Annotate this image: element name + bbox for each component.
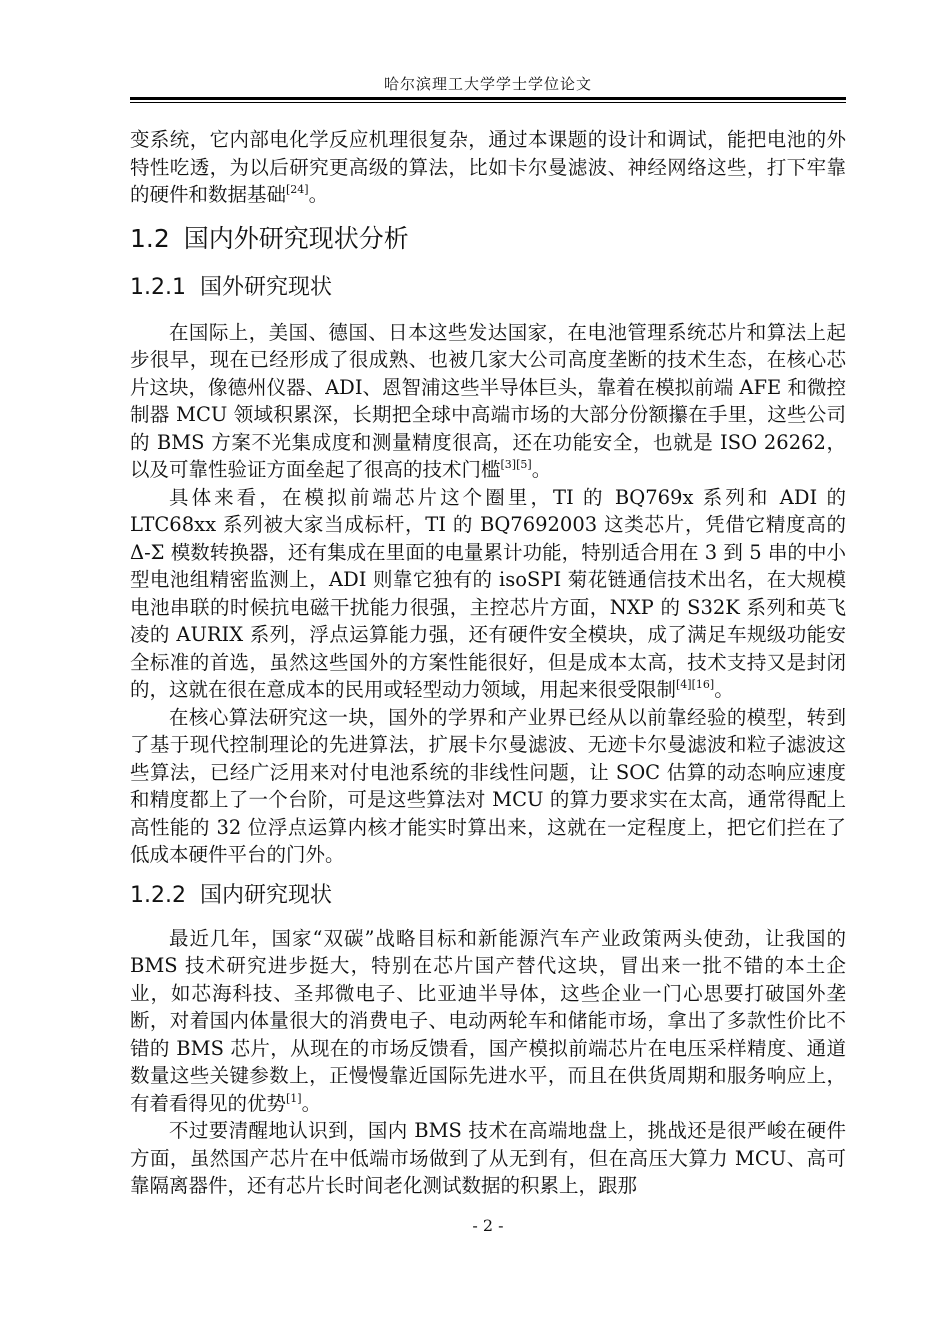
header-rule-thick bbox=[130, 97, 846, 100]
paragraph-domestic-overview: 最近几年，国家“双碳”战略目标和新能源汽车产业政策两头使劲，让我国的 BMS 技术研究进步挺大，特别在芯片国产替代这块，冒出来一批不错的本土企业，如芯海科技、圣邦微电子、比亚迪半导体，这些企业一门心思要打破国外垄断，对着国内体量很大的消费电子、电动两轮车和储能市场，拿出了多款性价比不错的 BMS 芯片，从现在的市场反馈看，国产模拟前端芯片在电压采样精度、通道数量这些关键参数上，正慢慢靠近国际先进水平，而且在供货周期和服务响应上，有着看得见的优势[1]。 bbox=[130, 926, 846, 1115]
paragraph-chips: 具体来看，在模拟前端芯片这个圈里，TI 的 BQ769x 系列和 ADI 的 LTC68xx 系列被大家当成标杆，TI 的 BQ7692003 这类芯片，凭借它精度高的 Δ-Σ 模数转换器，还有集成在里面的电量累计功能，特别适合用在 3 到 5 串的中小型电池组精密监测上，ADI 则靠它独有的 isoSPI 菊花链通信技术出名，在大规模电池串联的时候抗电磁干扰能力很强，主控芯片方面，NXP 的 S32K 系列和英飞凌的 AURIX 系列，浮点运算能力强，还有硬件安全模块，成了满足车规级功能安全标准的首选，虽然这些国外的方案性能很好，但是成本太高，技术支持又是封闭的，这就在很在意成本的民用或轻型动力领域，用起来很受限制[4][16]。 bbox=[130, 485, 846, 701]
running-header: 哈尔滨理工大学学士学位论文 bbox=[383, 75, 592, 93]
section-heading-1-2: 1.2 国内外研究现状分析 bbox=[130, 223, 409, 253]
header-rule-thin bbox=[130, 102, 846, 103]
subsection-heading-1-2-2: 1.2.2 国内研究现状 bbox=[130, 882, 332, 908]
page-body bbox=[130, 126, 846, 1200]
paragraph-domestic-challenges: 不过要清醒地认识到，国内 BMS 技术在高端地盘上，挑战还是很严峻在硬件方面，虽然国产芯片在中低端市场做到了从无到有，但在高压大算力 MCU、高可靠隔离器件，还有芯片长时间老化测试数据的积累上，跟那 bbox=[130, 1119, 846, 1197]
page-number: - 2 - bbox=[472, 1216, 504, 1235]
citation[interactable]: [4][16] bbox=[676, 678, 715, 691]
subsection-heading-1-2-1: 1.2.1 国外研究现状 bbox=[130, 274, 332, 300]
paragraph-algorithms: 在核心算法研究这一块，国外的学界和产业界已经从以前靠经验的模型，转到了基于现代控制理论的先进算法，扩展卡尔曼滤波、无迹卡尔曼滤波和粒子滤波这些算法，已经广泛用来对付电池系统的非线性问题，让 SOC 估算的动态响应速度和精度都上了一个台阶，可是这些算法对 MCU 的算力要求实在太高，通常得配上高性能的 32 位浮点运算内核才能实时算出来，这就在一定程度上，把它们拦在了低成本硬件平台的门外。 bbox=[130, 705, 846, 866]
citation[interactable]: [24] bbox=[286, 183, 309, 196]
paragraph-continued: 变系统，它内部电化学反应机理很复杂，通过本课题的设计和调试，能把电池的外特性吃透，为以后研究更高级的算法，比如卡尔曼滤波、神经网络这些，打下牢靠的硬件和数据基础[24]。 bbox=[130, 128, 846, 206]
citation[interactable]: [3][5] bbox=[500, 458, 532, 471]
citation[interactable]: [1] bbox=[286, 1091, 302, 1105]
paragraph-international-overview: 在国际上，美国、德国、日本这些发达国家，在电池管理系统芯片和算法上起步很早，现在已经形成了很成熟、也被几家大公司高度垄断的技术生态，在核心芯片这块，像德州仪器、ADI、恩智浦这些半导体巨头，靠着在模拟前端 AFE 和微控制器 MCU 领域积累深，长期把全球中高端市场的大部分份额攥在手里，这些公司的 BMS 方案不光集成度和测量精度很高，还在功能安全，也就是 ISO 26262，以及可靠性验证方面垒起了很高的技术门槛[3][5]。 bbox=[130, 320, 846, 481]
